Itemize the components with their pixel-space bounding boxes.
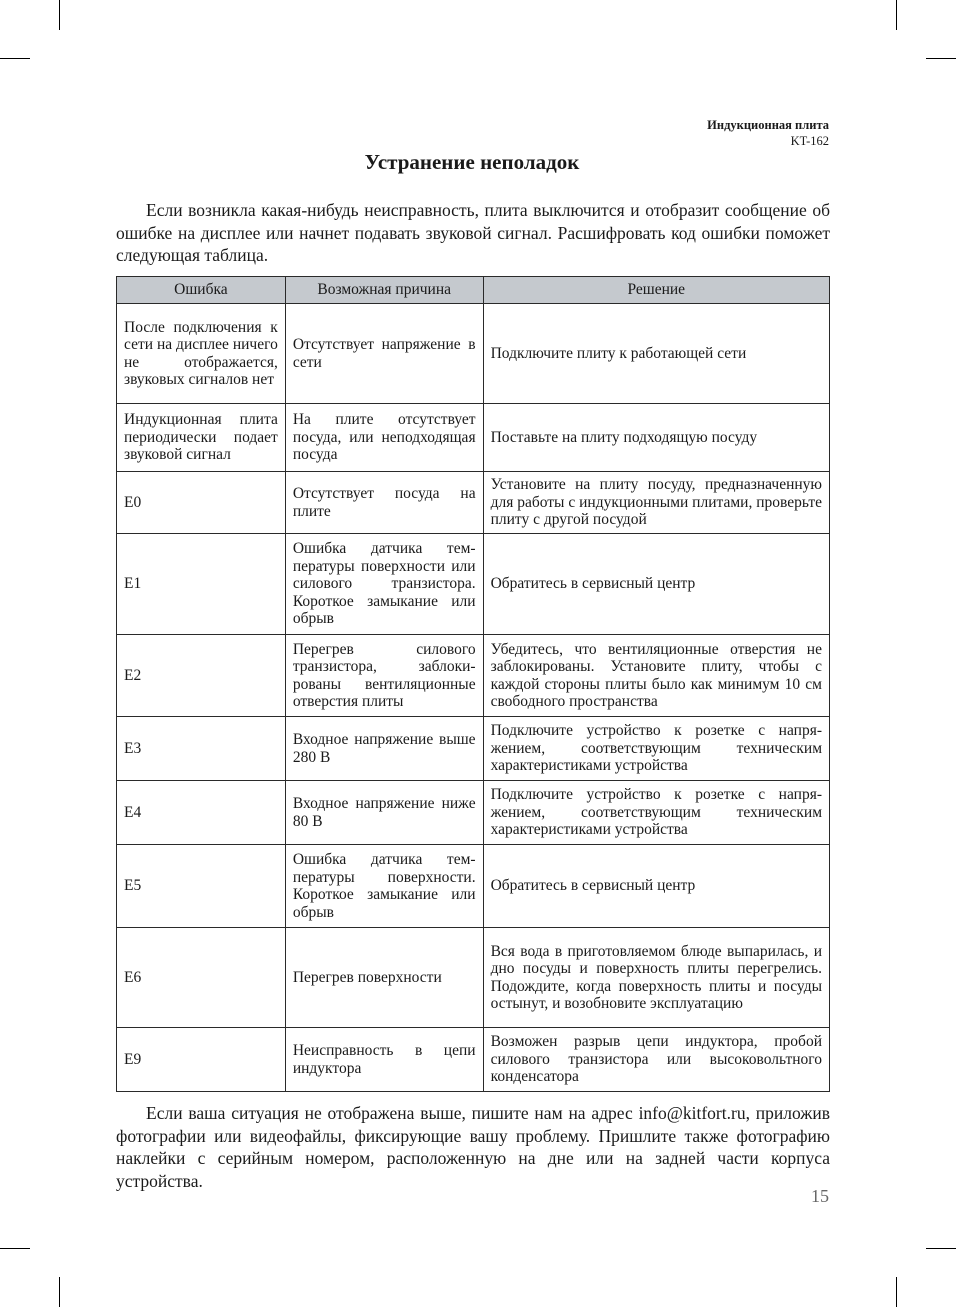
crop-mark xyxy=(926,1248,956,1249)
header-product: Индукционная плита xyxy=(707,118,829,132)
solution-cell: Подключите устройство к розетке с напряжением, соответствующим техническим характеристиками устройства xyxy=(483,717,829,781)
intro-paragraph: Если возникла какая-нибудь неисправность, плита выключится и отобразит сообщение об ошибке на дисплее или начнет подавать звуковой сигнал. Расшифровать код ошибки поможет следующая таблица. xyxy=(116,200,830,265)
cause-cell: Перегрев поверхности xyxy=(285,928,483,1028)
solution-cell: Убедитесь, что вентиляционные отверстия не заблокированы. Установите плиту, чтобы с каждой стороны плиты было как минимум 10 см свободного пространства xyxy=(483,635,829,717)
error-cell: E3 xyxy=(117,717,286,781)
header-model: KT-162 xyxy=(790,134,829,148)
outro-paragraph: Если ваша ситуация не отображена выше, пишите нам на адрес info@kitfort.ru, приложив фотографии или видеофайлы, фиксирующие вашу проблему. Пришлите также фотографию наклейки с серийным номером, расположенную на дне или на задней части корпуса устройства. xyxy=(116,1103,830,1191)
cause-cell: Входное напряжение ниже 80 В xyxy=(285,781,483,845)
solution-cell: Возможен разрыв цепи индуктора, пробой силового транзистора или высоковольтного конденсатора xyxy=(483,1028,829,1092)
cause-cell: Ошибка датчика температуры поверхности или силового транзистора. Короткое замыкание или обрыв xyxy=(285,534,483,635)
crop-mark xyxy=(0,58,30,59)
error-cell: E5 xyxy=(117,845,286,928)
cause-cell: Отсутствует напряжение в сети xyxy=(285,304,483,404)
cause-cell: На плите отсутствует посуда, или неподходящая посуда xyxy=(285,404,483,472)
table-row xyxy=(117,845,830,928)
solution-cell: Установите на плиту посуду, предназначенную для работы с индукционными плитами, проверьте плиту с другой посудой xyxy=(483,472,829,534)
cause-cell: Неисправность в цепи индуктора xyxy=(285,1028,483,1092)
table-row xyxy=(117,781,830,845)
solution-cell: Подключите плиту к работающей сети xyxy=(483,304,829,404)
crop-mark xyxy=(896,0,897,30)
header-solution: Решение xyxy=(483,277,829,304)
table-row xyxy=(117,717,830,781)
cause-cell: Входное напряжение выше 280 В xyxy=(285,717,483,781)
header-error: Ошибка xyxy=(117,277,286,304)
header-cause: Возможная причина xyxy=(285,277,483,304)
cause-cell: Отсутствует посуда на плите xyxy=(285,472,483,534)
table-row xyxy=(117,472,830,534)
table-row xyxy=(117,1028,830,1092)
table-row xyxy=(117,928,830,1028)
solution-cell: Подключите устройство к розетке с напряжением, соответствующим техническим характеристиками устройства xyxy=(483,781,829,845)
error-cell: Индукционная плита периодически подает звуковой сигнал xyxy=(117,404,286,472)
troubleshooting-table xyxy=(116,276,830,1092)
crop-mark xyxy=(0,1248,30,1249)
error-cell: E4 xyxy=(117,781,286,845)
cause-cell: Ошибка датчика температуры поверхности. Короткое замыкание или обрыв xyxy=(285,845,483,928)
page-title: Устранение неполадок xyxy=(364,150,580,174)
table-row xyxy=(117,534,830,635)
error-cell: E1 xyxy=(117,534,286,635)
error-cell: E2 xyxy=(117,635,286,717)
table-header-row xyxy=(117,277,830,304)
error-cell: E0 xyxy=(117,472,286,534)
running-header xyxy=(707,117,829,149)
solution-cell: Вся вода в приготовляемом блюде выпарилась, и дно посуды и поверхность плиты перегрелись. Подождите, когда поверхность плиты и посуды остынут, и возобновите эксплуатацию xyxy=(483,928,829,1028)
table-row xyxy=(117,304,830,404)
crop-mark xyxy=(59,1277,60,1307)
crop-mark xyxy=(926,58,956,59)
cause-cell: Перегрев силового транзистора, заблокированы вентиляционные отверстия плиты xyxy=(285,635,483,717)
crop-mark xyxy=(59,0,60,30)
error-cell: E6 xyxy=(117,928,286,1028)
error-cell: После подключения к сети на дисплее ничего не отображается, звуковых сигналов нет xyxy=(117,304,286,404)
solution-cell: Обратитесь в сервисный центр xyxy=(483,534,829,635)
error-cell: E9 xyxy=(117,1028,286,1092)
solution-cell: Обратитесь в сервисный центр xyxy=(483,845,829,928)
crop-mark xyxy=(896,1277,897,1307)
solution-cell: Поставьте на плиту подходящую посуду xyxy=(483,404,829,472)
table-row xyxy=(117,404,830,472)
table-row xyxy=(117,635,830,717)
page-number: 15 xyxy=(811,1186,829,1206)
